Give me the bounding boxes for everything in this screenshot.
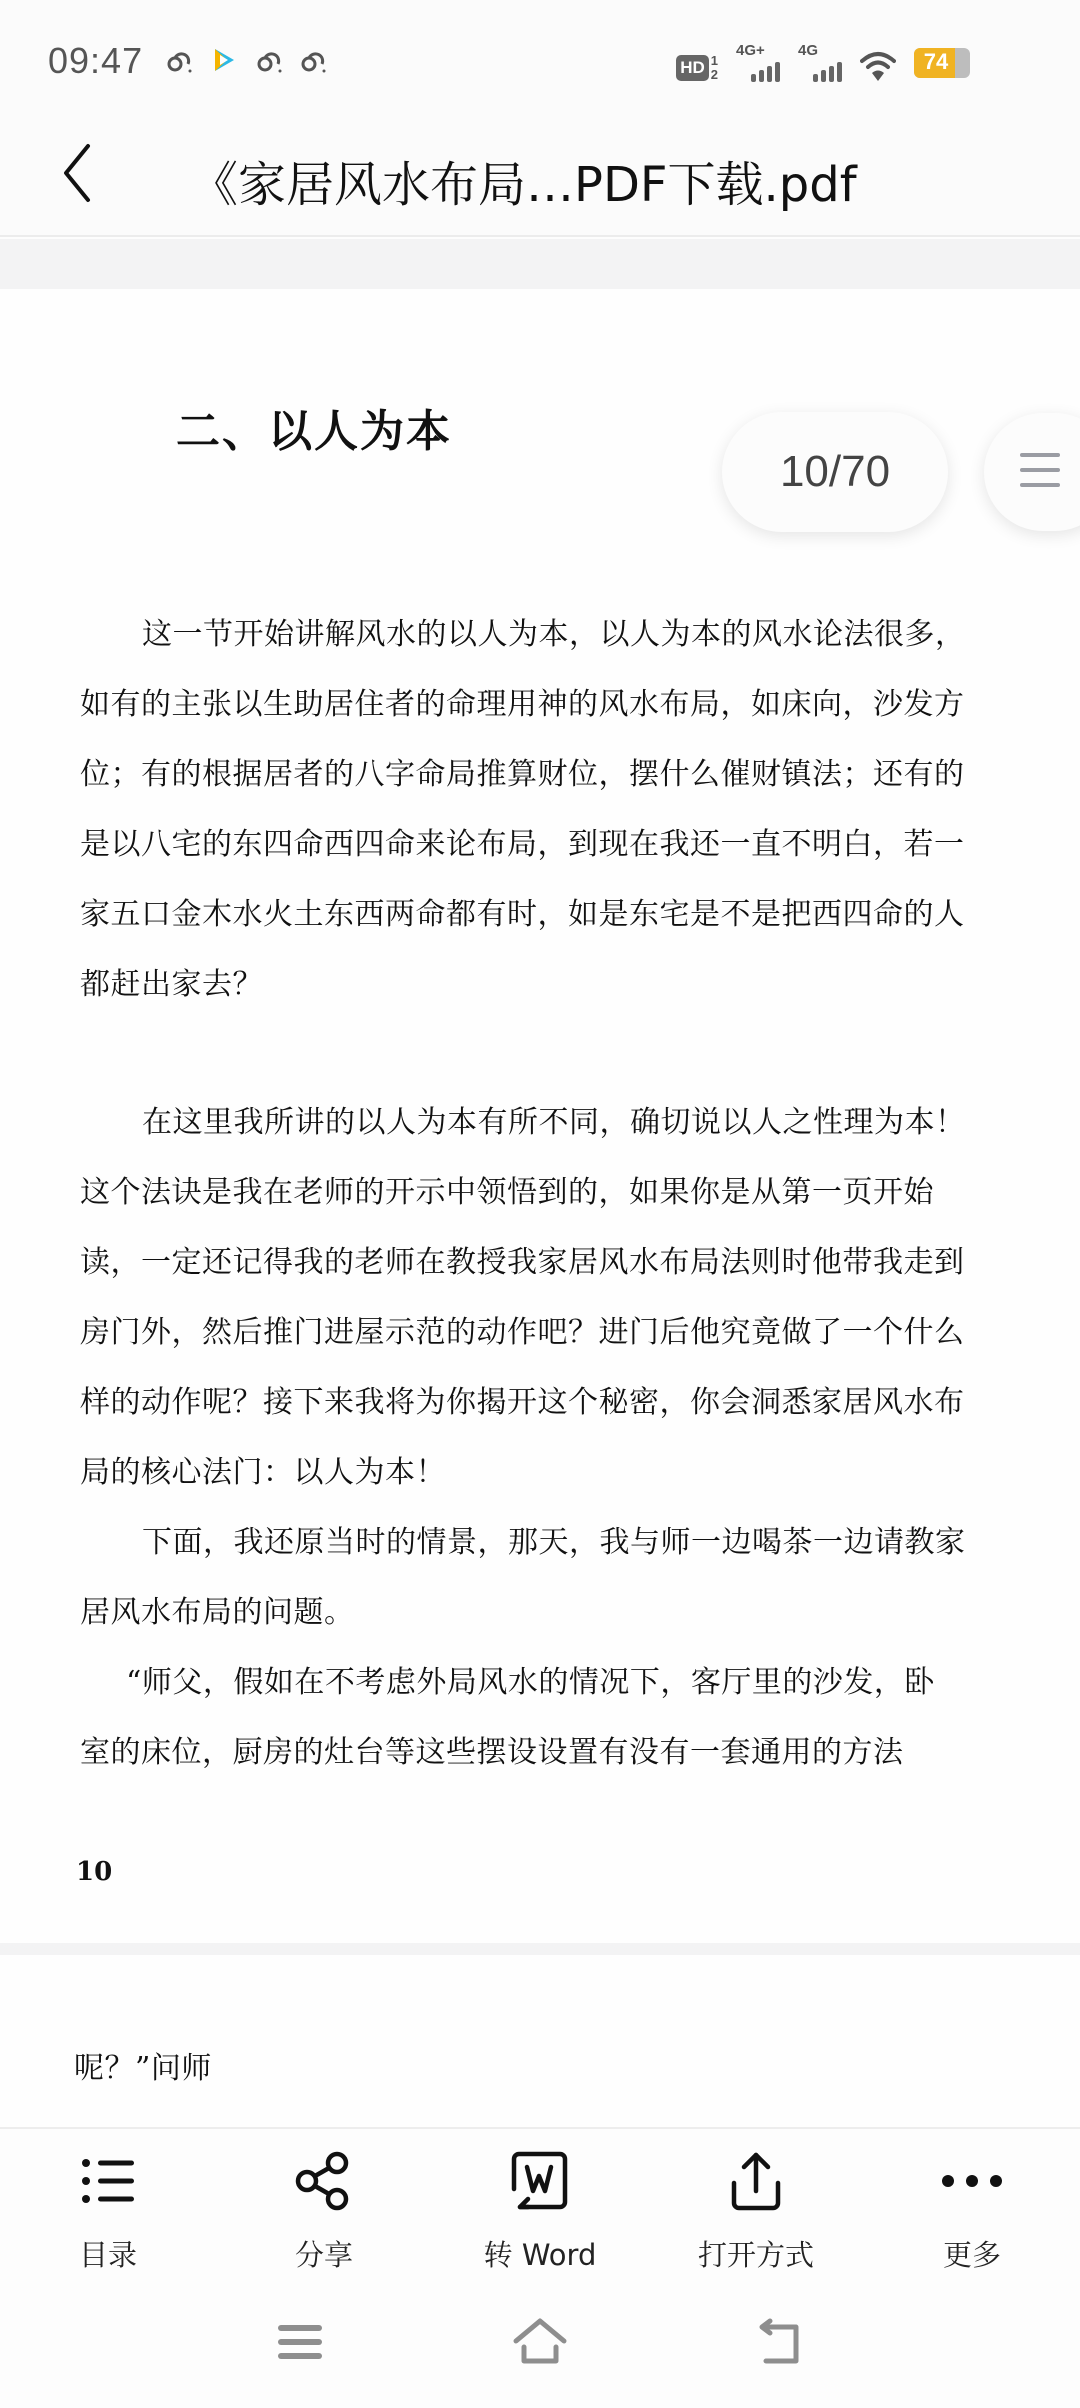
back-icon[interactable] xyxy=(752,2317,808,2367)
title-bar xyxy=(0,110,1080,237)
open-with-icon xyxy=(724,2149,788,2213)
pdf-page xyxy=(0,289,1080,1943)
signal-sim1-icon: 4G+ xyxy=(736,42,780,82)
text-line: 是以八宅的东四命西四命来论布局，到现在我还一直不明白，若一 xyxy=(80,827,965,862)
toc-button[interactable]: 目录 xyxy=(0,2129,216,2275)
hd-voice-icon: HD 1 2 xyxy=(676,54,718,82)
text-line: 这个法诀是我在老师的开示中领悟到的，如果你是从第一页开始 xyxy=(80,1175,934,1210)
bottom-toolbar xyxy=(0,2127,1080,2275)
text-line: 房门外，然后推门进屋示范的动作吧？进门后他究竟做了一个什么 xyxy=(80,1315,965,1350)
convert-word-button[interactable]: 转 Word xyxy=(432,2129,648,2275)
open-with-button[interactable]: 打开方式 xyxy=(648,2129,864,2275)
pdf-page xyxy=(0,1955,1080,2127)
wifi-icon xyxy=(860,50,896,82)
recents-icon[interactable] xyxy=(272,2317,328,2367)
text-line: 家五口金木水火土东西两命都有时，如是东宅是不是把西四命的人 xyxy=(80,897,965,932)
share-icon xyxy=(292,2149,356,2213)
back-button[interactable] xyxy=(52,138,112,208)
share-button[interactable]: 分享 xyxy=(216,2129,432,2275)
status-indicators xyxy=(676,42,970,82)
page-indicator[interactable]: 10/70 xyxy=(722,412,948,532)
text-line: “师父，假如在不考虑外局风水的情况下，客厅里的沙发，卧 xyxy=(126,1665,935,1700)
text-line: 如有的主张以生助居住者的命理用神的风水布局，如床向，沙发方 xyxy=(80,687,965,722)
text-line: 都赶出家去？ xyxy=(80,967,263,1002)
link-icon xyxy=(300,46,328,74)
list-icon xyxy=(76,2149,140,2213)
system-nav-bar xyxy=(0,2275,1080,2408)
text-line: 在这里我所讲的以人为本有所不同，确切说以人之性理为本！ xyxy=(142,1105,966,1140)
text-line: 居风水布局的问题。 xyxy=(80,1595,355,1630)
more-icon xyxy=(940,2149,1004,2213)
section-heading: 二、以人为本 xyxy=(176,406,452,457)
text-line: 这一节开始讲解风水的以人为本，以人为本的风水论法很多， xyxy=(142,617,966,652)
status-bar xyxy=(0,0,1080,110)
text-line: 室的床位，厨房的灶台等这些摆设设置有没有一套通用的方法 xyxy=(80,1735,904,1770)
text-line: 呢？”问师 xyxy=(74,2051,212,2086)
pdf-page-number: 10 xyxy=(76,1857,113,1887)
text-line: 样的动作呢？接下来我将为你揭开这个秘密，你会洞悉家居风水布 xyxy=(80,1385,965,1420)
more-button[interactable]: 更多 xyxy=(864,2129,1080,2275)
text-line: 下面，我还原当时的情景，那天，我与师一边喝茶一边请教家 xyxy=(142,1525,966,1560)
word-convert-icon xyxy=(508,2149,572,2213)
video-app-icon xyxy=(210,46,238,74)
hamburger-menu-icon xyxy=(1020,453,1060,498)
battery-icon: 74 xyxy=(914,48,970,78)
link-icon xyxy=(166,46,194,74)
text-line: 读，一定还记得我的老师在教授我家居风水布局法则时他带我走到 xyxy=(80,1245,965,1280)
home-icon[interactable] xyxy=(512,2317,568,2367)
signal-sim2-icon: 4G xyxy=(798,42,842,82)
text-line: 位；有的根据居者的八字命局推算财位，摆什么催财镇法；还有的 xyxy=(80,757,965,792)
document-title: 《家居风水布局…PDF下载.pdf xyxy=(190,157,857,213)
text-line: 局的核心法门：以人为本！ xyxy=(80,1455,446,1490)
link-icon xyxy=(256,46,284,74)
status-time: 09:47 xyxy=(48,40,144,81)
